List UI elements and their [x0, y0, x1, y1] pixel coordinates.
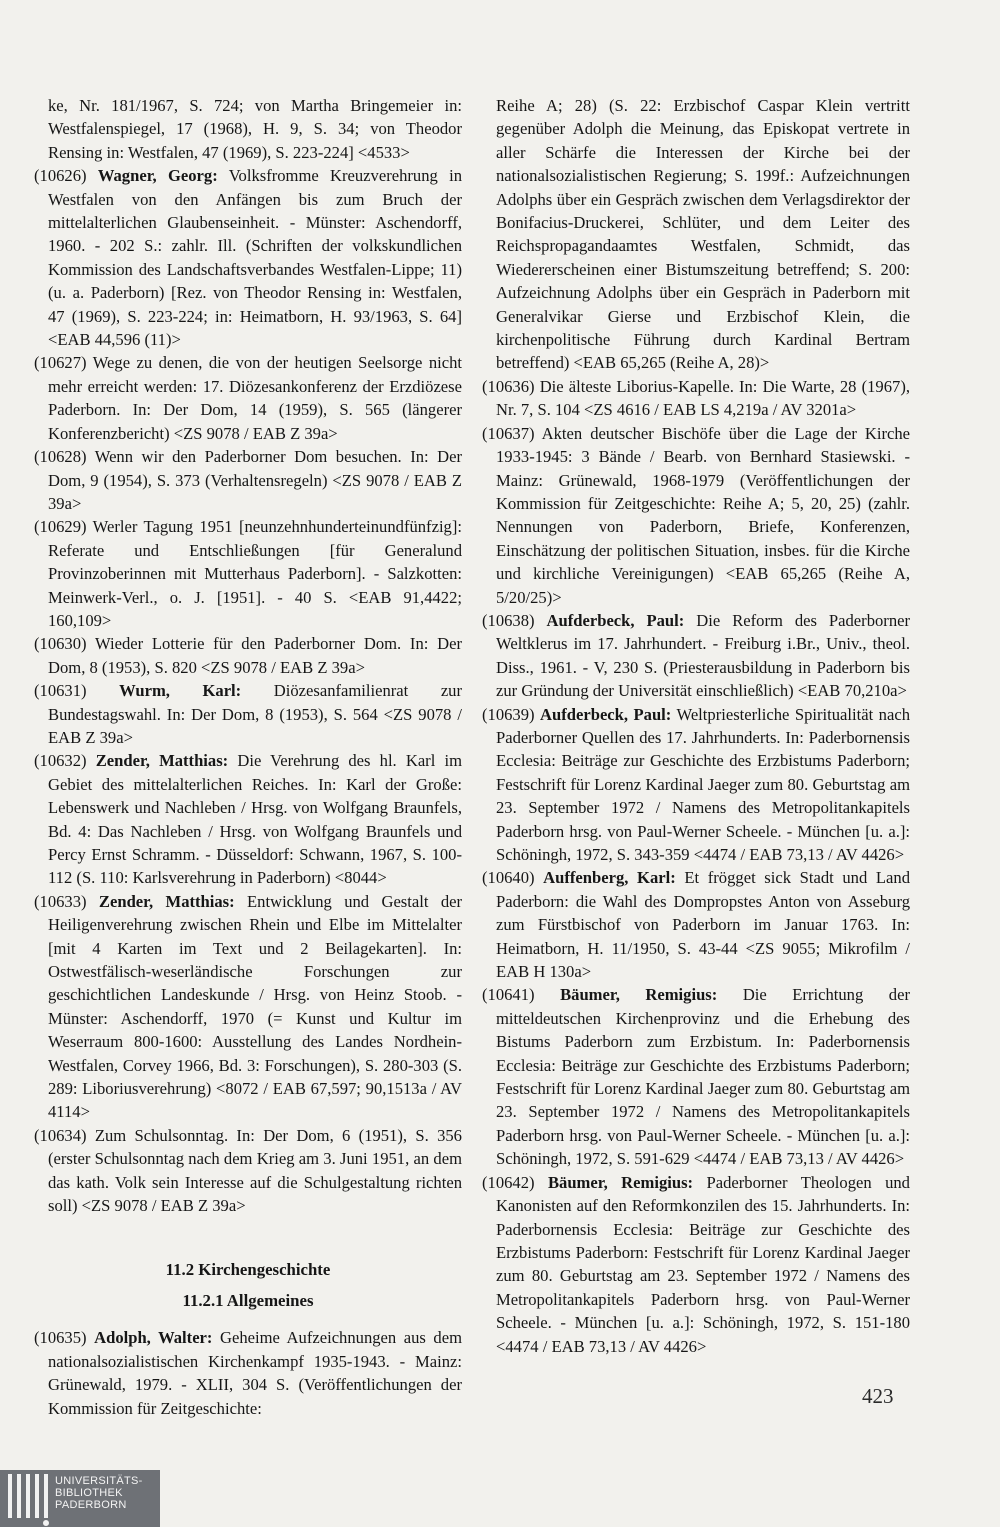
bib-entry — [34, 632, 462, 679]
entry-text: Die Errichtung der mitteldeutschen Kirchenprovinz und die Erhebung des Bistums Paderborn zum Erzbistum. In: Paderbornensis Ecclesia: Beiträge zur Geschichte des Erzbistums Paderborn; Festschrift für Lorenz Kardinal Jaeger zum 80. Geburtstag am 23. September 1972 / Namens des Metropolitankapitels Paderborn hrsg. von Paul-Werner Scheele. - München [u. a.]: Schöningh, 1972, S. 591-629 <4474 / EAB 73,13 / AV 4426> — [496, 985, 910, 1169]
entry-author: Adolph, Walter: — [94, 1328, 213, 1348]
entry-text: Die Reform des Paderborner Weltklerus im 17. Jahrhundert. - Freiburg i.Br., Univ., theol. Diss., 1961. - V, 230 S. (Priesterausbildung in Paderborn bis zur Gründung der Universität einschließlich) <EAB 70,210a> — [496, 610, 911, 701]
entry-text: Geheime Aufzeichnungen aus dem nationalsozialistischen Kirchenkampf 1935-1943. - Mainz: Grünewald, 1979. - XLII, 304 S. (Veröffentlichungen der Kommission für Zeitgeschichte: — [48, 1328, 462, 1418]
entry-number: (10632) — [34, 751, 87, 771]
entry-author: Bäumer, Remigius: — [547, 1172, 694, 1192]
entry-number: (10637) — [482, 423, 535, 443]
entry-number: (10636) — [482, 376, 535, 396]
bib-entry — [34, 890, 462, 1124]
bib-entry — [34, 749, 462, 889]
bib-entry — [482, 609, 910, 703]
entry-number: (10628) — [34, 447, 87, 467]
bib-entry — [34, 1326, 462, 1420]
entry-text: Wege zu denen, die von der heutigen Seelsorge nicht mehr erreicht werden: 17. Diözesankonferenz der Erzdiözese Paderborn. In: Der Dom, 14 (1959), S. 565 (längerer Konferenzbericht) <ZS 9078 / EAB Z 39a> — [48, 353, 462, 443]
library-logo — [0, 1470, 160, 1527]
entry-text: Paderborner Theologen und Kanonisten auf den Reformkonzilen des 15. Jahrhunderts. In: Paderbornensis Ecclesia: Beiträge zur Geschichte des Erzbistums Paderborn: Festschrift für Lorenz Kardinal Jaeger zum 80. Geburtstag am 23. September 1972 / Namens des Metropolitankapitels Paderborn hrsg. von Paul-Werner Scheele. - München [u. a.]: Schöningh, 1972, S. 151-180 <4474 / EAB 73,13 / AV 4426> — [496, 1172, 910, 1356]
entry-text: Entwicklung und Gestalt der Heiligenverehrung zwischen Rhein und Elbe im Mittelalter [mit 4 Karten im Text und 2 Beilagekarten]. In: Ostwestfälisch-weserländische Forschungen zur geschichtlichen Landeskunde / Hrsg. von Heinz Stoob. - Münster: Aschendorff, 1970 (= Kunst und Kultur im Weserraum 800-1600: Ausstellung des Landes Nordhein-Westfalen, Corvey 1966, Bd. 3: Forschungen), S. 280-303 (S. 289: Liboriusverehrung) <8072 / EAB 67,597; 90,1513a / AV 4114> — [48, 891, 463, 1122]
entry-number: (10626) — [34, 166, 87, 186]
entry-author: Bäumer, Remigius: — [560, 985, 718, 1005]
entry-number: (10641) — [482, 985, 535, 1005]
entry-text: Die Verehrung des hl. Karl im Gebiet des mittelalterlichen Reiches. In: Karl der Große: Lebenswerk und Nachleben / Hrsg. von Wolfgang Braunfels, Bd. 4: Das Nachleben / Hrsg. von Wolfgang Braunfels und Percy Ernst Schramm. - Düsseldorf: Schwann, 1967, S. 100-112 (S. 110: Karlsverehrung in Paderborn) <8044> — [48, 751, 462, 888]
continuation-text: Reihe A; 28) (S. 22: Erzbischof Caspar Klein vertritt gegenüber Adolph die Meinung, das Episkopat vertrete in aller Schärfe die Interessen der Kirche bei der nationalsozialistischen Regierung; S. 199f.: Aufzeichnungen Adolphs über ein Gespräch zwischen dem Verlagsdirektor der Bonifacius-Druckerei, Schlüter, und dem Leiter des Reichspropagandaamtes Westfalen, Schmidt, das Wiedererscheinen einer Bistumszeitung betreffend; S. 200: Aufzeichnung Adolphs über ein Gespräch in Paderborn mit Generalvikar Gierse und Erzbischof Klein, die kirchenpolitische Führung durch Kardinal Bertram betreffend) <EAB 65,265 (Reihe A, 28)> — [496, 96, 910, 373]
section-heading: 11.2 Kirchengeschichte — [165, 1259, 331, 1279]
bib-entry — [482, 422, 910, 609]
bib-entry — [34, 445, 462, 515]
entry-number: (10638) — [482, 610, 535, 630]
bib-entry — [482, 983, 910, 1170]
subsection-heading: 11.2.1 Allgemeines — [182, 1290, 314, 1310]
entry-text: Et frögget sick Stadt und Land Paderborn: die Wahl des Dompropstes Anton von Asseburg zum Fürstbischof von Paderborn im Januar 1763. In: Heimatborn, H. 11/1950, S. 43-44 <ZS 9055; Mikrofilm / EAB H 130a> — [496, 868, 910, 982]
continuation-text: ke, Nr. 181/1967, S. 724; von Martha Bringemeier in: Westfalenspiegel, 17 (1968), H. 9, S. 34; von Theodor Rensing in: Westfalen, 47 (1969), S. 223-224] <4533> — [48, 96, 462, 162]
entry-author: Auffenberg, Karl: — [543, 868, 676, 888]
barcode-icon — [6, 1474, 50, 1526]
library-name: UNIVERSITÄTS- BIBLIOTHEK PADERBORN — [55, 1475, 143, 1511]
bib-entry — [34, 1124, 462, 1218]
bib-entry — [34, 679, 462, 749]
entry-number: (10633) — [34, 891, 87, 911]
entry-text: Die älteste Liborius-Kapelle. In: Die Warte, 28 (1967), Nr. 7, S. 104 <ZS 4616 / EAB LS 4,219a / AV 3201a> — [496, 376, 910, 420]
entry-number: (10642) — [482, 1172, 535, 1192]
entry-number: (10631) — [34, 681, 87, 701]
entry-text: Wenn wir den Paderborner Dom besuchen. In: Der Dom, 9 (1954), S. 373 (Verhaltensregeln) <ZS 9078 / EAB Z 39a> — [48, 447, 462, 513]
entry-number: (10630) — [34, 634, 87, 654]
entry-number: (10627) — [34, 353, 87, 373]
entry-text: Volksfromme Kreuzverehrung in Westfalen von den Anfängen bis zum Bruch der mittelalterlichen Glaubenseinheit. - Münster: Aschendorff, 1960. - 202 S.: zahlr. Ill. (Schriften der volkskundlichen Kommission des Landschaftsverbandes Westfalen-Lippe; 11) (u. a. Paderborn) [Rez. von Theodor Rensing in: Westfalen, 47 (1969), S. 223-224; in: Heimatborn, H. 93/1963, S. 64] <EAB 44,596 (11)> — [48, 166, 462, 350]
bib-entry — [482, 1171, 910, 1358]
right-column — [482, 94, 910, 1358]
entry-author: Aufderbeck, Paul: — [540, 704, 672, 724]
page-number: 423 — [862, 1384, 894, 1408]
bib-entry — [482, 375, 910, 422]
entry-author: Zender, Matthias: — [95, 751, 229, 771]
entry-author: Zender, Matthias: — [98, 891, 235, 911]
bib-entry — [482, 703, 910, 867]
entry-number: (10639) — [482, 704, 535, 724]
bib-entry — [482, 866, 910, 983]
entry-author: Wagner, Georg: — [97, 166, 218, 186]
entry-author: Aufderbeck, Paul: — [546, 610, 685, 630]
entry-number: (10640) — [482, 868, 535, 888]
entry-text: Weltpriesterliche Spiritualität nach Paderborner Quellen des 17. Jahrhunderts. In: Paderbornensis Ecclesia: Beiträge zur Geschichte des Erzbistums Paderborn; Festschrift für Lorenz Kardinal Jaeger zum 80. Geburtstag am 23. September 1972 / Namens des Metropolitankapitels Paderborn hrsg. von Paul-Werner Scheele. - München [u. a.]: Schöningh, 1972, S. 343-359 <4474 / EAB 73,13 / AV 4426> — [496, 704, 910, 864]
entry-text: Wieder Lotterie für den Paderborner Dom. In: Der Dom, 8 (1953), S. 820 <ZS 9078 / EAB Z 39a> — [48, 634, 462, 677]
entry-number: (10629) — [34, 517, 87, 537]
bib-entry — [34, 164, 462, 351]
left-column — [34, 94, 462, 1420]
entry-number: (10634) — [34, 1125, 87, 1145]
entry-text: Akten deutscher Bischöfe über die Lage der Kirche 1933-1945: 3 Bände / Bearb. von Bernhard Stasiewski. - Mainz: Grünewald, 1968-1979 (Veröffentlichungen der Kommission für Zeitgeschichte: Reihe A; 5, 20, 25) (zahlr. Nennungen von Paderborn, Briefe, Konferenzen, Einschätzung der politischen Situation, insbes. für die Kirche und kirchliche Vereinigungen) <EAB 65,265 (Reihe A, 5/20/25)> — [496, 423, 910, 607]
entry-text: Diözesanfamilienrat zur Bundestagswahl. In: Der Dom, 8 (1953), S. 564 <ZS 9078 / EAB Z 39a> — [48, 681, 463, 747]
entry-author: Wurm, Karl: — [119, 681, 242, 701]
entry-number: (10635) — [34, 1328, 87, 1348]
entry-text: Werler Tagung 1951 [neunzehnhunderteinundfünfzig]: Referate und Entschließungen [für Generalund Provinzoberinnen mit Mutterhaus Paderborn]. - Salzkotten: Meinwerk-Verl., o. J. [1951]. - 40 S. <EAB 91,4422; 160,109> — [48, 517, 462, 630]
entry-text: Zum Schulsonntag. In: Der Dom, 6 (1951), S. 356 (erster Schulsonntag nach dem Krieg am 3. Juni 1951, an dem das kath. Volk sein Interesse auf die Schulgestaltung richten soll) <ZS 9078 / EAB Z 39a> — [48, 1125, 462, 1216]
bib-entry — [34, 351, 462, 445]
bib-entry — [34, 515, 462, 632]
